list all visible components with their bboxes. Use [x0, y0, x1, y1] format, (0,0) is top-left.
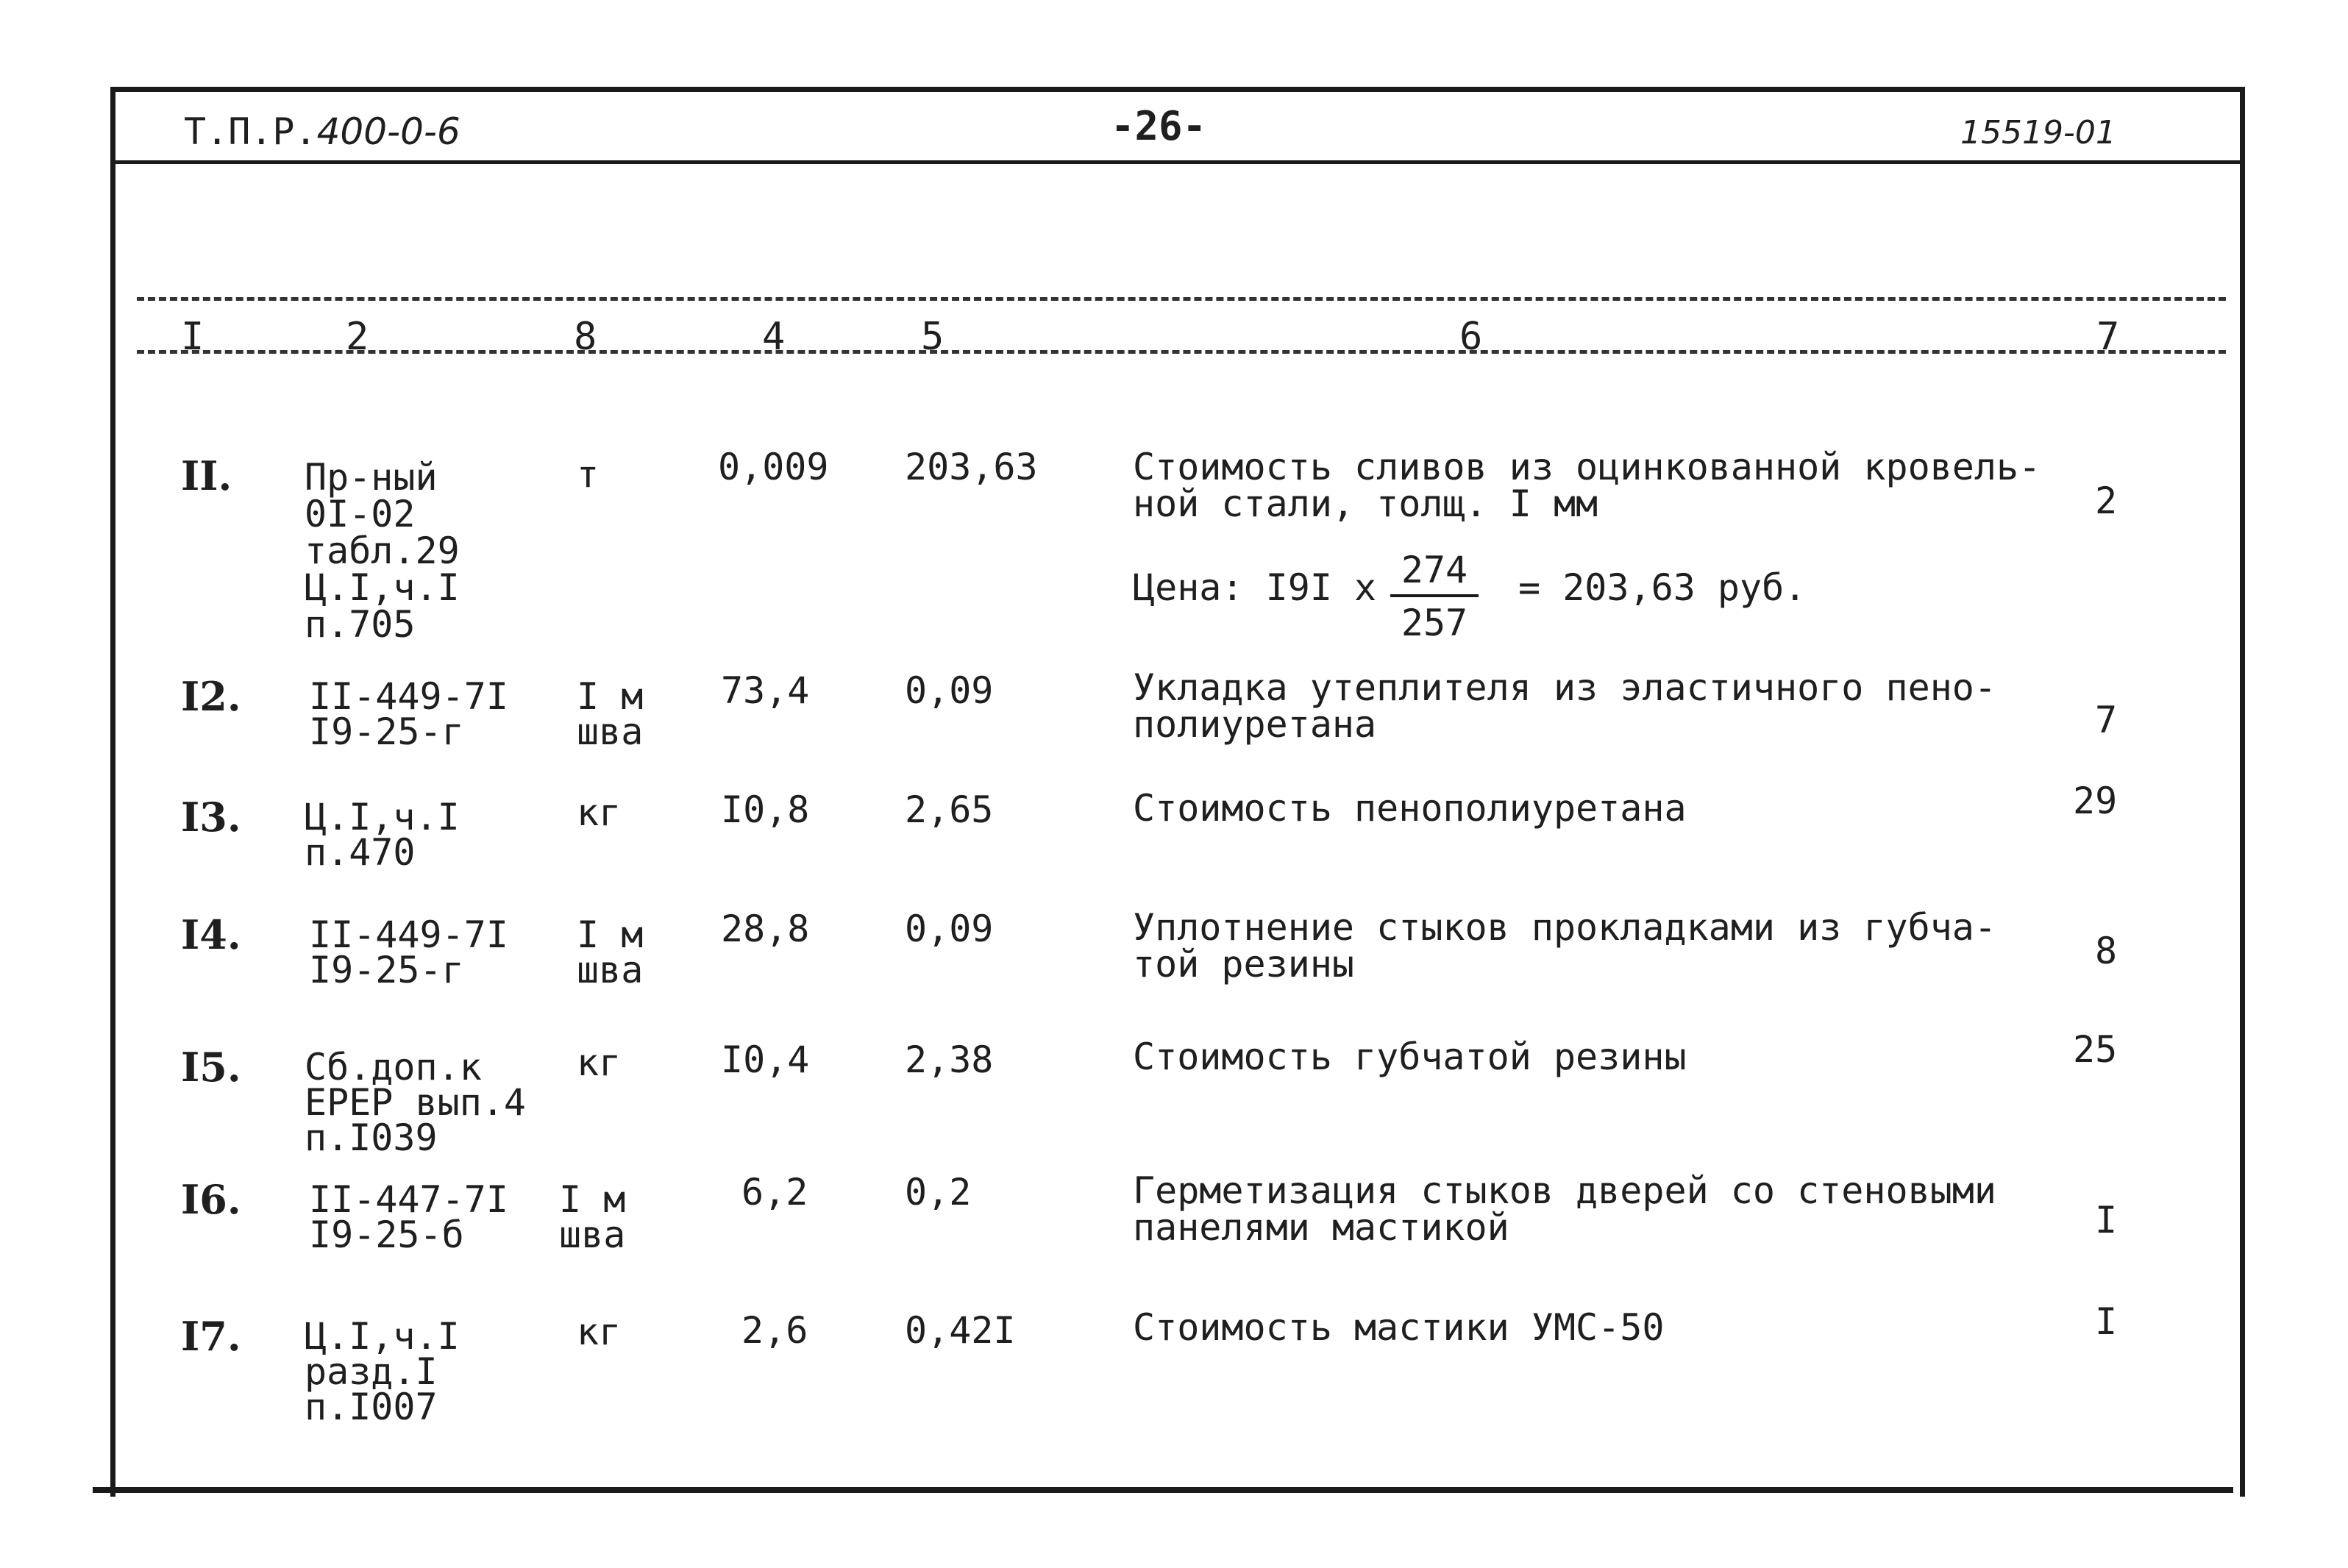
row-number: I7. — [181, 1313, 241, 1360]
quantity: I0,4 — [721, 1038, 810, 1081]
ref-line: ЕРЕР вып.4 — [305, 1081, 527, 1124]
unit-price: 0,42I — [905, 1309, 1016, 1352]
row-number: I2. — [181, 673, 241, 720]
unit: шва — [559, 1214, 626, 1256]
row-number: I5. — [181, 1044, 241, 1091]
quantity: I0,8 — [721, 788, 810, 831]
unit: кг — [577, 1041, 622, 1084]
column-7-value: 2 — [2095, 480, 2118, 522]
unit-price: 2,65 — [905, 788, 994, 831]
quantity: 0,009 — [718, 446, 829, 488]
description-line: той резины — [1133, 943, 1355, 986]
description-line: Герметизация стыков дверей со стеновыми — [1133, 1169, 1996, 1212]
row-number: I3. — [181, 794, 241, 841]
description-line: Стоимость мастики УМС-50 — [1133, 1306, 1665, 1349]
unit: шва — [577, 710, 644, 753]
quantity: 6,2 — [741, 1171, 808, 1214]
ref-line: I9-25-б — [309, 1214, 464, 1256]
ref-line: п.470 — [305, 831, 416, 874]
column-number-7: 7 — [2096, 315, 2120, 359]
unit: кг — [577, 791, 622, 834]
row-number: II. — [181, 452, 232, 499]
unit-price: 2,38 — [905, 1038, 994, 1081]
ref-line: Пр-ный — [305, 456, 438, 499]
ref-line: Ц.I,ч.I — [305, 566, 460, 609]
ref-line: п.I007 — [305, 1386, 438, 1428]
fraction-denominator: 257 — [1401, 602, 1468, 644]
column-number-2: 2 — [346, 315, 369, 359]
price-fraction — [1390, 549, 1479, 644]
column-number-4: 4 — [762, 315, 786, 359]
unit: кг — [577, 1311, 622, 1353]
unit-price: 0,09 — [905, 908, 994, 950]
unit: шва — [577, 949, 644, 991]
ref-line: п.705 — [305, 603, 416, 646]
description-line: Стоимость губчатой резины — [1133, 1036, 1687, 1078]
unit: I м — [559, 1178, 626, 1221]
description-line: Укладка утеплителя из эластичного пено- — [1133, 666, 1996, 709]
quantity: 2,6 — [741, 1309, 808, 1352]
column-7-value: 25 — [2073, 1028, 2118, 1071]
ref-line: табл.29 — [305, 530, 460, 572]
ref-line: I9-25-г — [309, 710, 464, 753]
ref-line: II-449-7I — [309, 913, 508, 956]
price-calc-prefix: Цена: I9I x — [1133, 566, 1377, 609]
unit: т — [577, 453, 600, 496]
column-number-1: I — [181, 315, 204, 359]
doc-code-handwritten: 400-0-6 — [316, 110, 460, 153]
quantity: 28,8 — [721, 908, 810, 950]
ref-line: п.I039 — [305, 1116, 438, 1159]
description-line: полиуретана — [1133, 703, 1377, 746]
row-number: I4. — [181, 911, 241, 958]
fraction-numerator: 274 — [1390, 549, 1479, 597]
description-line: Стоимость пенополиуретана — [1133, 787, 1687, 830]
ref-line: разд.I — [305, 1350, 438, 1393]
column-7-value: I — [2095, 1300, 2118, 1343]
column-header-bottom-rule — [137, 350, 2226, 354]
unit: I м — [577, 913, 644, 956]
row-number: I6. — [181, 1176, 241, 1223]
column-7-value: 29 — [2073, 780, 2118, 822]
ref-line: I9-25-г — [309, 949, 464, 991]
ref-line: Ц.I,ч.I — [305, 796, 460, 838]
column-7-value: I — [2095, 1199, 2118, 1241]
description-line: панелями мастикой — [1133, 1206, 1509, 1249]
price-calc-result: = 203,63 руб. — [1518, 566, 1807, 609]
description-line: ной стали, толщ. I мм — [1133, 482, 1598, 525]
quantity: 73,4 — [721, 669, 810, 712]
unit-price: 0,09 — [905, 669, 994, 712]
doc-code-printed: Т.П.Р. — [184, 110, 317, 153]
description-line: Уплотнение стыков прокладками из губча- — [1133, 906, 1996, 949]
sheet-code: 15519-01 — [1960, 114, 2116, 152]
ref-line: Сб.доп.к — [305, 1046, 482, 1088]
description-line: Стоимость сливов из оцинкованной кровель- — [1133, 446, 2041, 488]
unit-price: 203,63 — [905, 446, 1038, 488]
page-number: -26- — [1111, 103, 1207, 149]
column-7-value: 7 — [2095, 699, 2118, 741]
column-header-top-rule — [137, 297, 2226, 301]
column-number-3: 8 — [574, 315, 597, 359]
ref-line: II-447-7I — [309, 1178, 508, 1221]
bottom-border — [93, 1487, 2233, 1493]
unit-price: 0,2 — [905, 1171, 972, 1214]
ref-line: II-449-7I — [309, 675, 508, 718]
header-divider — [110, 160, 2240, 164]
ref-line: Ц.I,ч.I — [305, 1315, 460, 1358]
doc-code — [184, 110, 460, 153]
column-number-5: 5 — [921, 315, 944, 359]
unit: I м — [577, 675, 644, 718]
column-number-6: 6 — [1459, 315, 1483, 359]
ref-line: 0I-02 — [305, 493, 416, 535]
column-7-value: 8 — [2095, 930, 2118, 972]
